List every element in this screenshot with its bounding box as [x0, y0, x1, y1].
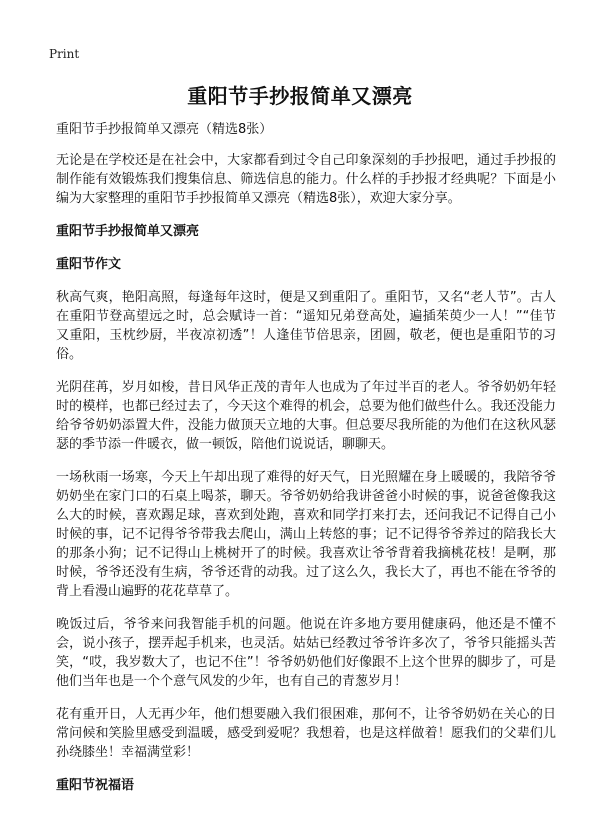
section-heading: 重阳节手抄报简单又漂亮	[56, 224, 200, 239]
page-title: 重阳节手抄报简单又漂亮	[187, 84, 413, 108]
print-link[interactable]: Print	[49, 47, 80, 61]
essay-paragraph: 一场秋雨一场寒，今天上午却出现了难得的好天气，日光照耀在身上暖暖的，我陪爷爷奶奶坐在家门口的石桌上喝茶，聊天。爷爷奶奶给我讲爸爸小时候的事，说爸爸像我这么大的时候，喜欢踢足球，喜欢到处跑，喜欢和同学打来打去，还问我记不记得自己小时候的事，记不记得爷爷带我去爬山，满山上转悠的事；记不记得爷爷养过的陪我长大的那条小狗；记不记得山上桃树开了的时候。我喜欢让爷爷背着我摘桃花枝！是啊，那时候，爷爷还没有生病，爷爷还背的动我。过了这么久，我长大了，再也不能在爷爷的背上看漫山遍野的花花草草了。	[56, 470, 556, 599]
essay-paragraph: 光阴荏苒，岁月如梭，昔日风华正茂的青年人也成为了年过半百的老人。爷爷奶奶年轻时的模样，也都已经过去了，今天这个难得的机会，总要为他们做些什么。我还没能力给爷爷奶奶添置大件，没能力做顶天立地的大事。但总要尽我所能的为他们在这秋风瑟瑟的季节添一件暖衣，做一顿饭，陪他们说说话，聊聊天。	[56, 380, 556, 452]
essay-paragraph: 晚饭过后，爷爷来问我智能手机的问题。他说在许多地方要用健康码，他还是不懂不会，说小孩子，摆弄起手机来，也灵活。姑姑已经教过爷爷许多次了，爷爷只能摇头苦笑，“哎，我岁数大了，也记不住”！爷爷奶奶他们好像跟不上这个世界的脚步了，可是他们当年也是一个个意气风发的少年，也有自己的青葱岁月！	[56, 617, 556, 689]
essay-paragraph: 花有重开日，人无再少年，他们想要融入我们很困难，那何不，让爷爷奶奶在关心的日常问候和笑脸里感受到温暖，感受到爱呢？我想着，也是这样做着！愿我们的父辈们儿孙绕膝坐！幸福满堂彩！	[56, 707, 556, 760]
essay-paragraph: 秋高气爽，艳阳高照，每逢每年这时，便是又到重阳了。重阳节，又名“老人节”。古人在重阳节登高望远之时，总会赋诗一首：“遥知兄弟登高处，遍插茱萸少一人！”“佳节又重阳，玉枕纱厨，半夜凉初透”！人逢佳节倍思亲，团圆，敬老，便也是重阳节的习俗。	[56, 290, 556, 362]
article-body	[56, 120, 556, 809]
intro-paragraph: 无论是在学校还是在社会中，大家都看到过令自己印象深刻的手抄报吧，通过手抄报的制作能有效锻炼我们搜集信息、筛选信息的能力。什么样的手抄报才经典呢？下面是小编为大家整理的重阳节手抄报简单又漂亮（精选8张），欢迎大家分享。	[56, 153, 556, 206]
essay-heading: 重阳节作文	[56, 257, 122, 272]
blessing-heading: 重阳节祝福语	[56, 778, 135, 793]
article-subtitle: 重阳节手抄报简单又漂亮（精选8张）	[56, 122, 273, 137]
